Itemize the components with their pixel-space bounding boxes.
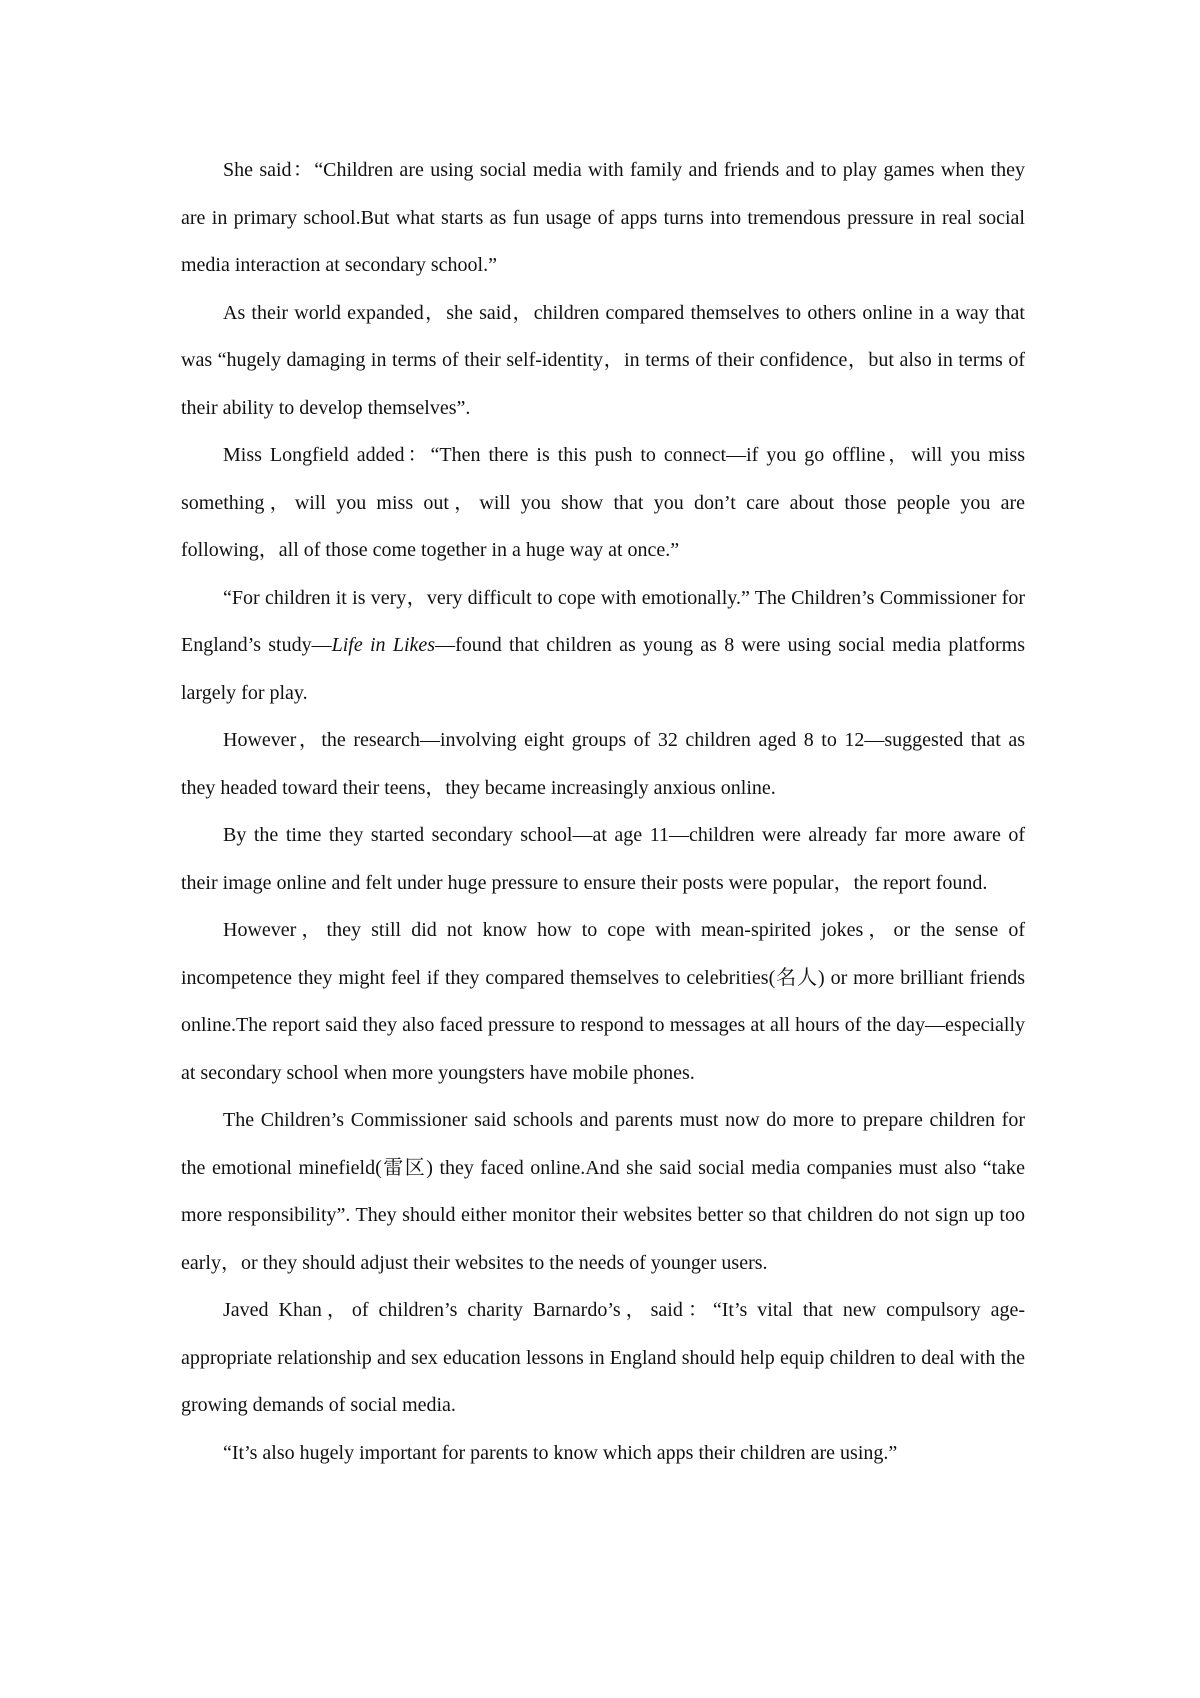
paragraph-4: [181, 575, 1025, 718]
article-body: [181, 147, 1025, 1477]
study-title: Life in Likes: [331, 634, 436, 656]
paragraph-4-text-before: “For children it is very，very difficult to cope with emotionally.” The Children’s Commissioner for England’s study—: [181, 586, 1025, 656]
paragraph-6: By the time they started secondary school—at age 11—children were already far more aware of their image online and felt under huge pressure to ensure their posts were popular，the report found.: [181, 824, 1025, 894]
paragraph-2: As their world expanded，she said，children compared themselves to others online in a way that was “hugely damaging in terms of their self-identity，in terms of their confidence，but also in terms of their ability to develop themselves”.: [181, 301, 1025, 419]
paragraph-3: Miss Longfield added：“Then there is this push to connect—if you go offline，will you miss something，will you miss out，will you show that you don’t care about those people you are following，all of those come together in a huge way at once.”: [181, 444, 1025, 561]
paragraph-8: The Children’s Commissioner said schools and parents must now do more to prepare children for the emotional minefield(雷区) they faced online.And she said social media companies must also “take more responsibility”. They should either monitor their websites better so that children do not sign up too early，or they should adjust their websites to the needs of younger users.: [181, 1109, 1025, 1274]
paragraph-7: However，they still did not know how to cope with mean-spirited jokes，or the sense of incompetence they might feel if they compared themselves to celebrities(名人) or more brilliant friends online.The report said they also faced pressure to respond to messages at all hours of the day—especially at secondary school when more youngsters have mobile phones.: [181, 919, 1025, 1084]
paragraph-9: Javed Khan，of children’s charity Barnardo’s，said：“It’s vital that new compulsory age-appropriate relationship and sex education lessons in England should help equip children to deal with the growing demands of social media.: [181, 1299, 1025, 1416]
paragraph-5: However，the research—involving eight groups of 32 children aged 8 to 12—suggested that as they headed toward their teens，they became increasingly anxious online.: [181, 729, 1025, 799]
paragraph-1: She said：“Children are using social media with family and friends and to play games when they are in primary school.But what starts as fun usage of apps turns into tremendous pressure in real social media interaction at secondary school.”: [181, 159, 1025, 276]
paragraph-10: “It’s also hugely important for parents to know which apps their children are using.”: [223, 1441, 898, 1464]
paragraph-4-text-after: —found that children as young as 8 were using social media platforms largely for play.: [181, 634, 1025, 704]
